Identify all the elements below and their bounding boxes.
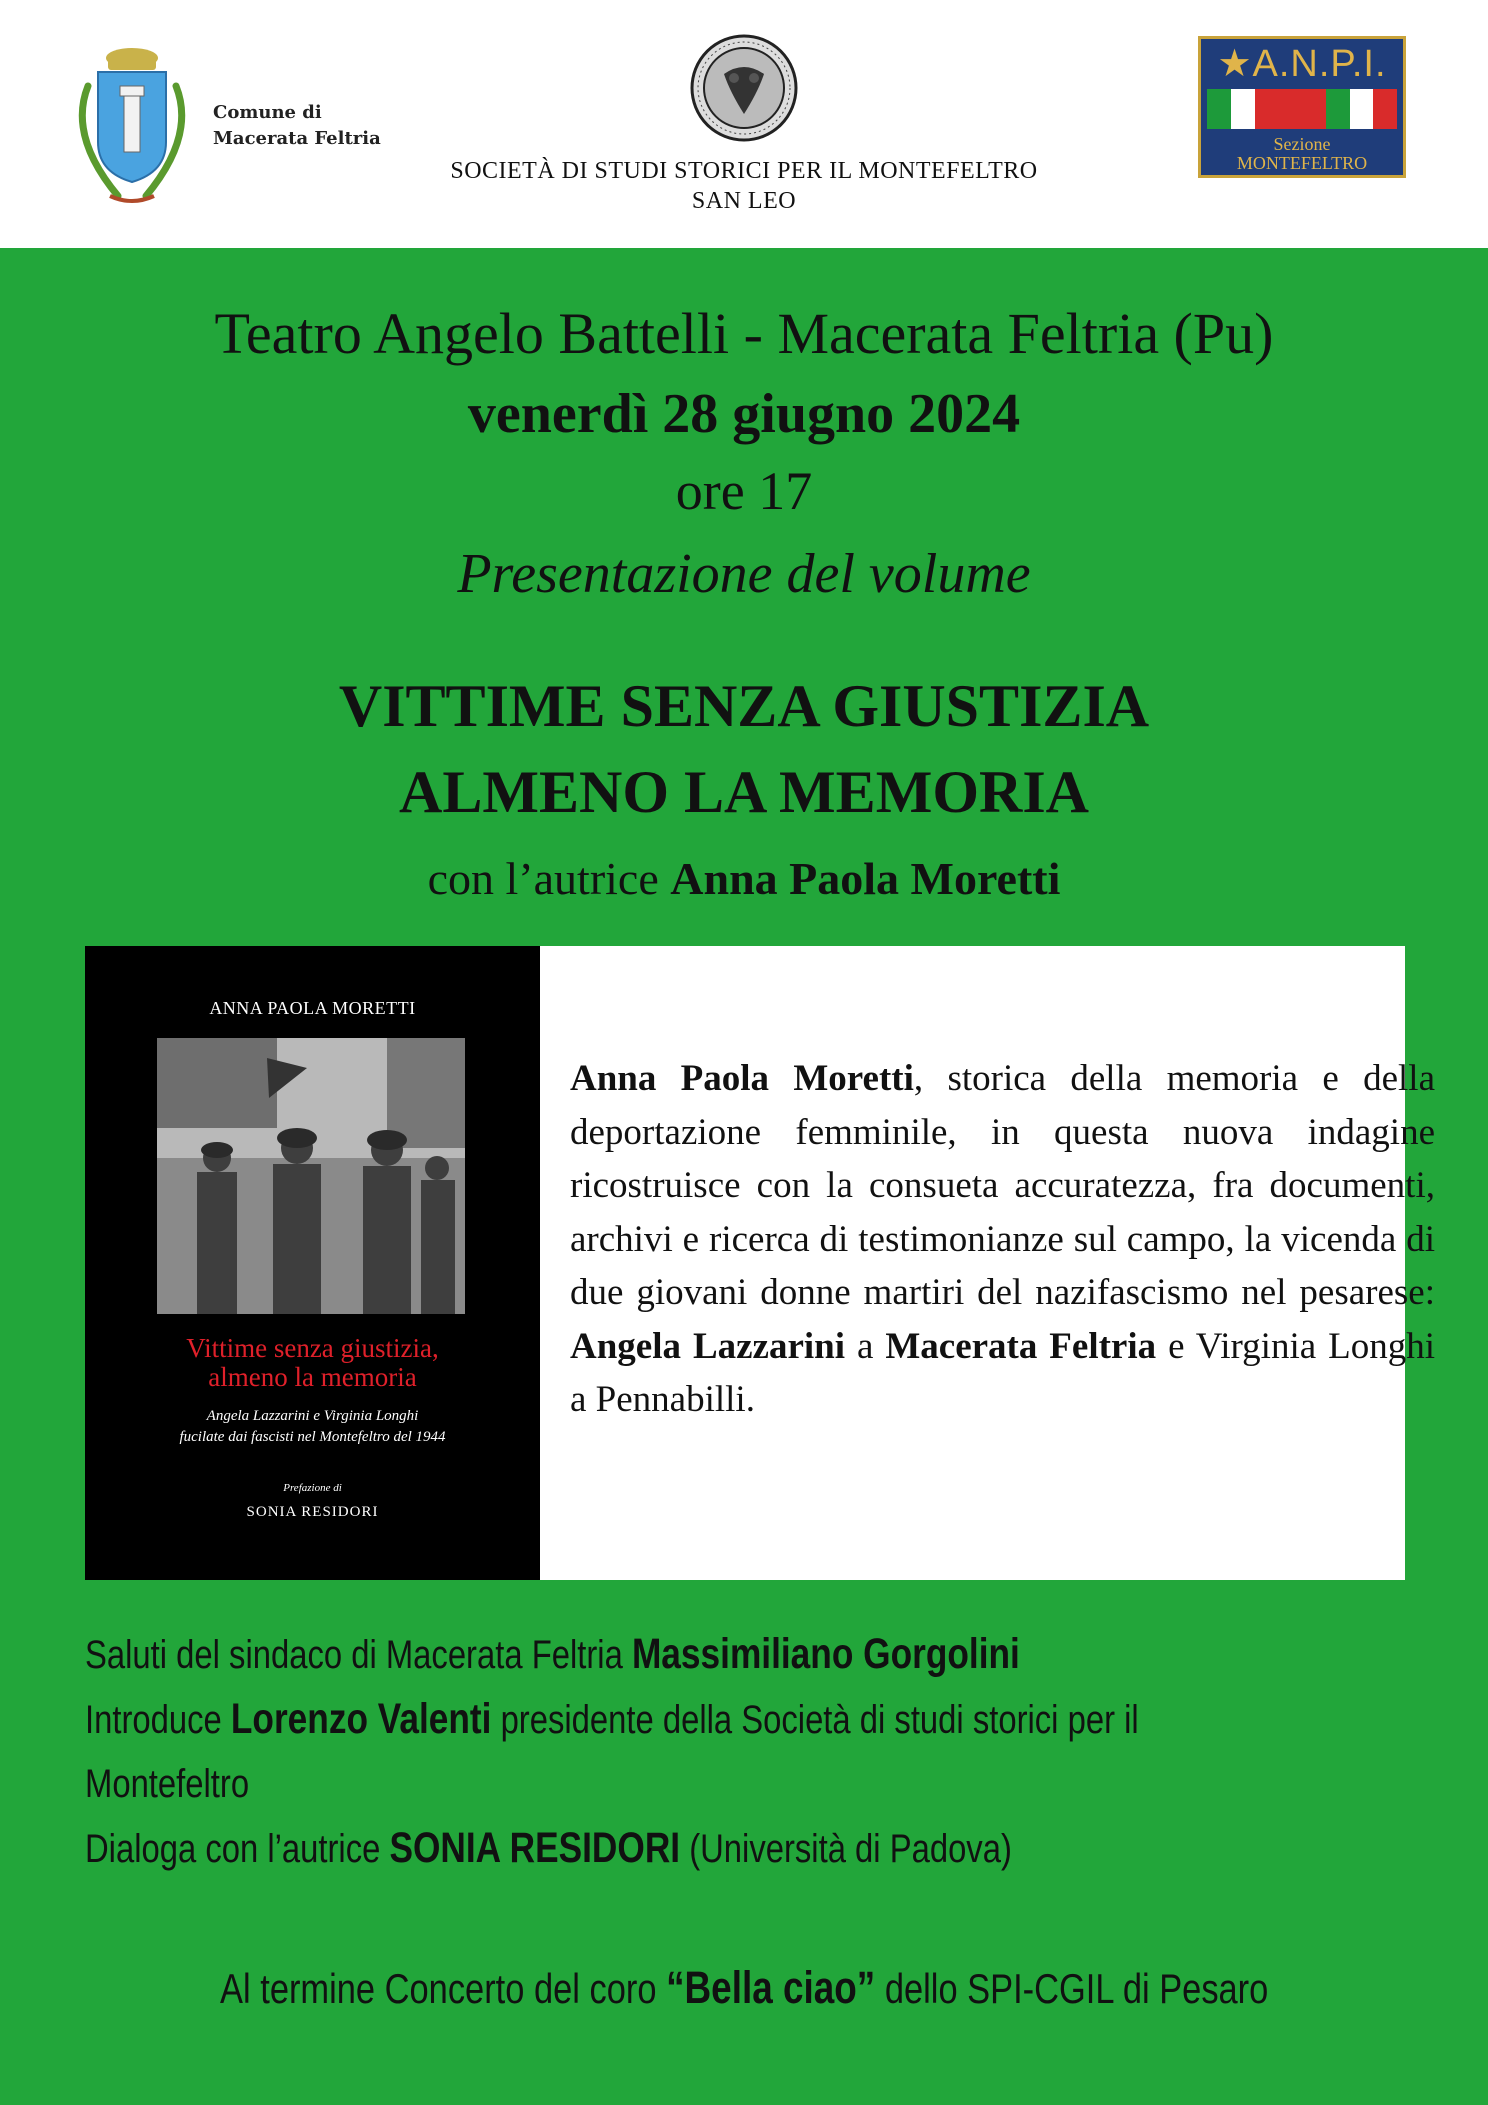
presentation-label: Presentazione del volume	[457, 543, 1031, 605]
cover-subtitle-line1: Angela Lazzarini e Virginia Longhi	[206, 1408, 419, 1424]
closing-text-2: dello SPI-CGIL di Pesaro	[875, 1965, 1269, 2012]
book-title-line2: ALMENO LA MEMORIA	[399, 759, 1089, 825]
event-venue: Teatro Angelo Battelli - Macerata Feltria (Pu)	[214, 301, 1274, 366]
comune-line2: Macerata Feltria	[213, 128, 381, 149]
dialogue-text: Dialoga con l’autrice	[85, 1827, 390, 1871]
macerata-feltria-coat-of-arms-icon	[58, 36, 206, 208]
closing-text-1: Al termine Concerto del coro	[219, 1965, 666, 2012]
anpi-logo	[1198, 36, 1406, 178]
introducer-role: presidente della Società di studi storici per il	[491, 1698, 1139, 1742]
desc-text-3: e Virginia Longhi a Pennabilli.	[570, 1325, 1435, 1420]
society-line2: SAN LEO	[691, 188, 797, 214]
book-panel	[85, 946, 1435, 1580]
cover-title-line1: Vittime senza giustizia,	[186, 1333, 439, 1363]
choir-name: “Bella ciao”	[665, 1962, 876, 2013]
cover-preface-label: Prefazione di	[283, 1482, 342, 1494]
introduce-text: Introduce	[85, 1698, 231, 1742]
cover-author: ANNA PAOLA MORETTI	[209, 998, 416, 1018]
cover-title	[85, 1334, 540, 1392]
introducer-name: Lorenzo Valenti	[230, 1695, 492, 1743]
anpi-section-line2: MONTEFELTRO	[1236, 153, 1368, 173]
closing-line	[0, 1962, 1488, 2014]
desc-text-1: , storica della memoria e della deportazione femminile, in questa nuova indagine ricostruisce con la consueta accuratezza, fra documenti, archivi e ricerca di testimonianze sul campo, la vicenda di due giovani donne martiri del nazifascismo nel pesarese:	[570, 1058, 1435, 1313]
society-name	[370, 156, 1118, 216]
dialogue-name: SONIA RESIDORI	[389, 1824, 681, 1872]
desc-author-name: Anna Paola Moretti	[570, 1058, 914, 1099]
cover-title-line2: almeno la memoria	[208, 1362, 417, 1392]
anpi-title: ★A.N.P.I.	[1217, 43, 1387, 85]
author-name: Anna Paola Moretti	[670, 853, 1061, 904]
credits-line-1	[85, 1622, 1415, 1687]
society-seal-icon	[690, 34, 798, 142]
book-description	[570, 1052, 1435, 1427]
desc-victim-1: Angela Lazzarini	[570, 1325, 846, 1367]
credits-line-2	[85, 1687, 1415, 1752]
event-date: venerdì 28 giugno 2024	[467, 383, 1021, 445]
anpi-title-text: A.N.P.I.	[1252, 43, 1387, 85]
comune-line1: Comune di	[213, 102, 322, 123]
desc-text-2: a	[845, 1325, 886, 1367]
cover-preface-author: SONIA RESIDORI	[246, 1504, 379, 1520]
society-line1: SOCIETÀ DI STUDI STORICI PER IL MONTEFELTRO	[450, 158, 1038, 184]
book-title-line1: VITTIME SENZA GIUSTIZIA	[338, 673, 1150, 739]
book-cover	[85, 946, 540, 1580]
cover-subtitle	[85, 1406, 540, 1448]
header-band	[0, 0, 1488, 248]
cover-photo-soldiers-icon	[157, 1038, 465, 1314]
mayor-name: Massimiliano Gorgolini	[631, 1630, 1020, 1678]
cover-subtitle-line2: fucilate dai fascisti nel Montefeltro del 1944	[179, 1429, 446, 1445]
author-line	[0, 852, 1488, 905]
author-prefix: con l’autrice	[427, 853, 671, 904]
event-time: ore 17	[675, 461, 813, 521]
anpi-section-line1: Sezione	[1273, 134, 1331, 154]
italian-flag-icon	[1207, 89, 1397, 129]
anpi-section	[1201, 135, 1403, 173]
dialogue-affiliation: (Università di Padova)	[680, 1827, 1012, 1871]
desc-place-1: Macerata Feltria	[885, 1325, 1157, 1367]
greetings-text: Saluti del sindaco di Macerata Feltria	[85, 1633, 632, 1677]
credits-block	[85, 1622, 1415, 1881]
comune-label	[213, 100, 381, 152]
credits-line-3: Montefeltro	[85, 1762, 250, 1806]
credits-line-4	[85, 1816, 1415, 1881]
